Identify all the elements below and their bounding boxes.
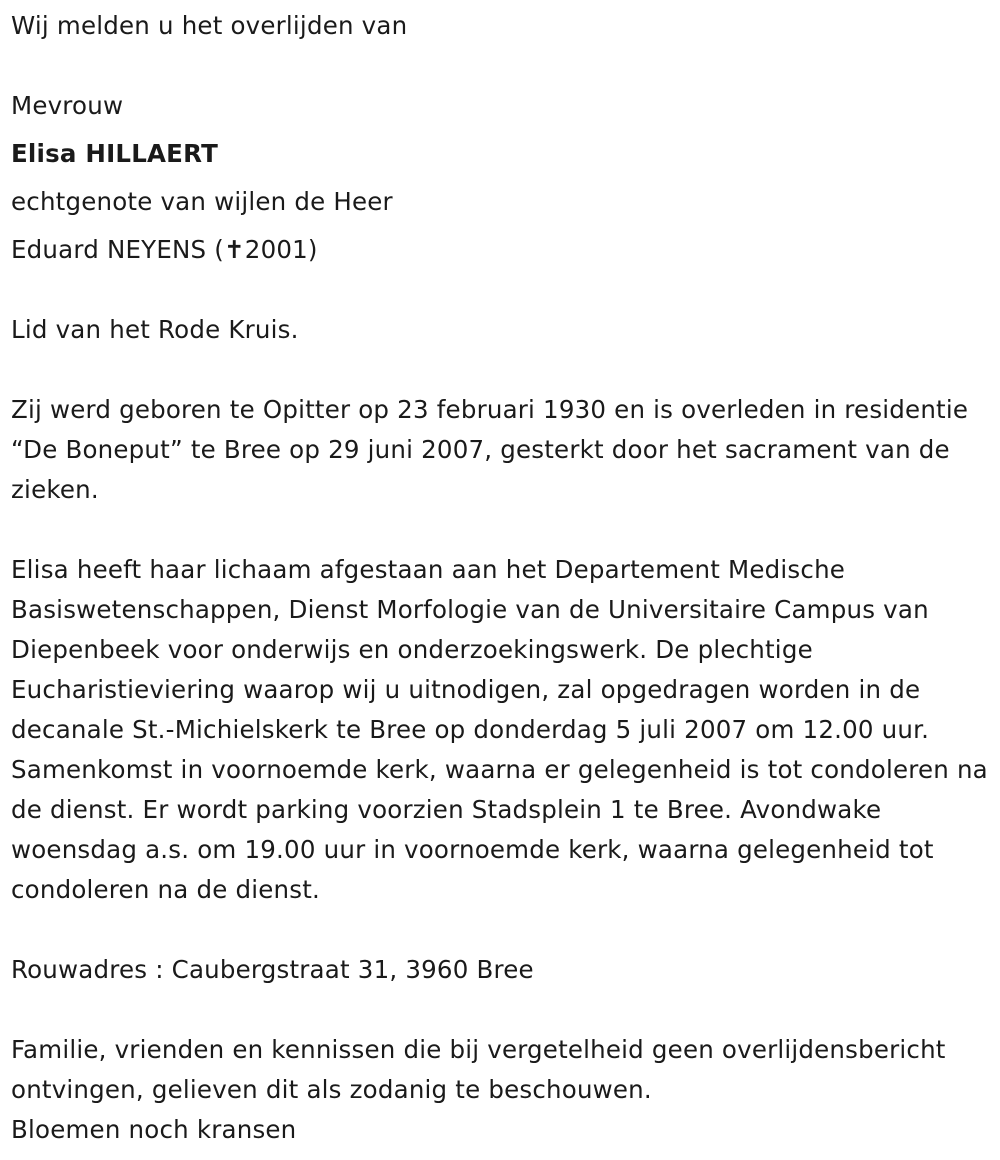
flowers-note: Bloemen noch kransen bbox=[11, 1115, 297, 1144]
mourning-address: Rouwadres : Caubergstraat 31, 3960 Bree bbox=[11, 955, 534, 984]
membership-text: Lid van het Rode Kruis. bbox=[11, 315, 299, 344]
birth-death-paragraph: Zij werd geboren te Opitter op 23 februari 1930 en is overleden in residentie “De Boneput” te Bree op 29 juni 2007, gesterkt door het sacrament van de zieken. bbox=[11, 395, 969, 504]
spouse-name: Eduard NEYENS ( bbox=[11, 235, 225, 264]
death-announcement bbox=[11, 6, 995, 1150]
intro-text: Wij melden u het overlijden van bbox=[11, 11, 408, 40]
cross-icon: ✝ bbox=[224, 235, 245, 264]
closing-paragraph: Familie, vrienden en kennissen die bij vergetelheid geen overlijdensbericht ontvingen, gelieven dit als zodanig te beschouwen. bbox=[11, 1035, 946, 1104]
ceremony-paragraph: Elisa heeft haar lichaam afgestaan aan het Departement Medische Basiswetenschappen, Dienst Morfologie van de Universitaire Campus van Diepenbeek voor onderwijs en onderzoekingswerk. De plechtige Eucharistieviering waarop wij u uitnodigen, zal opgedragen worden in de decanale St.-Michielskerk te Bree op donderdag 5 juli 2007 om 12.00 uur. Samenkomst in voornoemde kerk, waarna er gelegenheid is tot condoleren na de dienst. Er wordt parking voorzien Stadsplein 1 te Bree. Avondwake woensdag a.s. om 19.00 uur in voornoemde kerk, waarna gelegenheid tot condoleren na de dienst. bbox=[11, 555, 988, 904]
deceased-name: Elisa HILLAERT bbox=[11, 139, 218, 168]
spouse-line: echtgenote van wijlen de Heer bbox=[11, 187, 393, 216]
salutation: Mevrouw bbox=[11, 91, 124, 120]
spouse-death-year: 2001) bbox=[244, 235, 318, 264]
spouse-name-line bbox=[11, 230, 995, 270]
